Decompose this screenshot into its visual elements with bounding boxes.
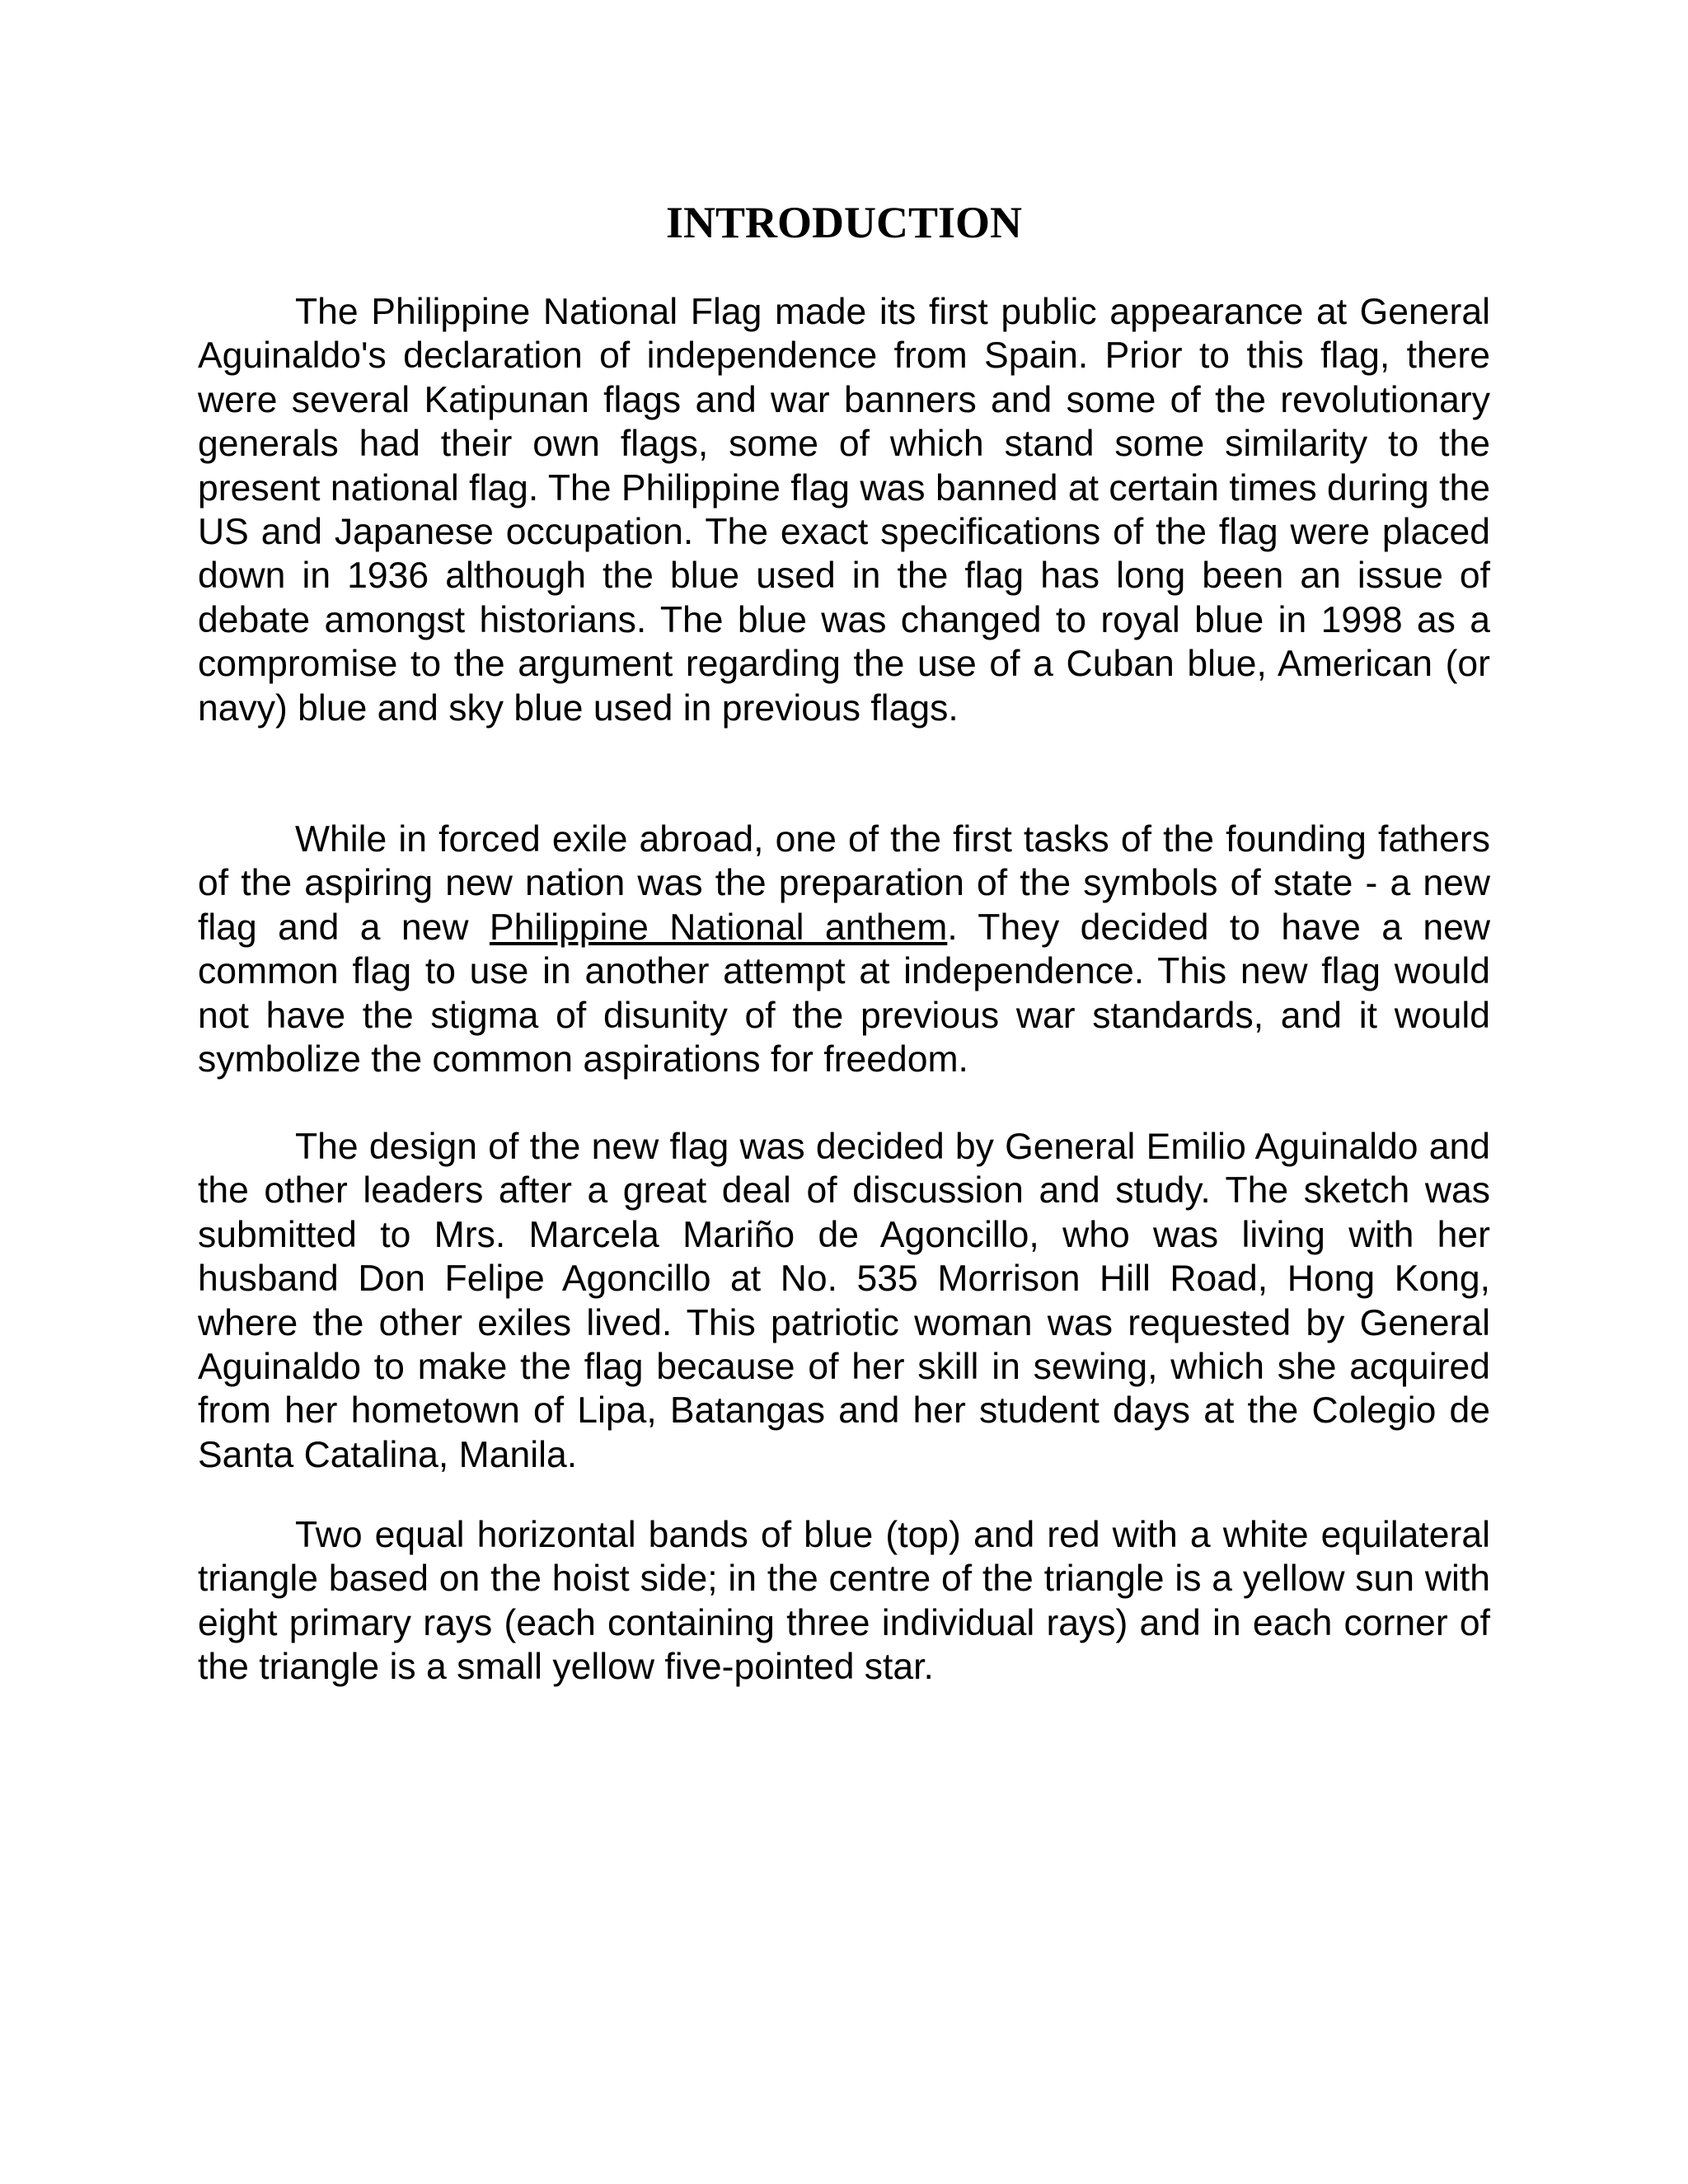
paragraph-4-text: Two equal horizontal bands of blue (top) and red with a white equilateral triangle based on the hoist side; in the centre of the triangle is a yellow sun with eight primary rays (each containing three individual rays) and in each corner of the triangle is a small yellow five-pointed star. [198, 1515, 1490, 1688]
paragraph-2-text-start: While in forced exile abroad, one of the first tasks of the founding fathers of the aspiring new nation was the preparation of the symbols of state - a new flag and a new [198, 819, 1490, 948]
paragraph-3 [198, 1125, 1490, 1477]
page-title: INTRODUCTION [665, 198, 1023, 247]
philippine-national-anthem-link[interactable]: Philippine National anthem [489, 907, 948, 948]
paragraph-2-text-end: . They decided to have a new common flag to use in another attempt at independence. This new flag would not have the stigma of disunity of the previous war standards, and it would symbolize the common aspirations for freedom. [198, 907, 1490, 1080]
paragraph-2 [198, 818, 1490, 1081]
paragraph-1 [198, 290, 1490, 730]
paragraph-4 [198, 1513, 1490, 1690]
paragraph-3-text: The design of the new flag was decided by General Emilio Aguinaldo and the other leaders after a great deal of discussion and study. The sketch was submitted to Mrs. Marcela Mariño de Agoncillo, who was living with her husband Don Felipe Agoncillo at No. 535 Morrison Hill Road, Hong Kong, where the other exiles lived. This patriotic woman was requested by General Aguinaldo to make the flag because of her skill in sewing, which she acquired from her hometown of Lipa, Batangas and her student days at the Colegio de Santa Catalina, Manila. [198, 1127, 1490, 1475]
paragraph-1-text: The Philippine National Flag made its first public appearance at General Aguinaldo's declaration of independence from Spain. Prior to this flag, there were several Katipunan flags and war banners and some of the revolutionary generals had their own flags, some of which stand some similarity to the present national flag. The Philippine flag was banned at certain times during the US and Japanese occupation. The exact specifications of the flag were placed down in 1936 although the blue used in the flag has long been an issue of debate amongst historians. The blue was changed to royal blue in 1998 as a compromise to the argument regarding the use of a Cuban blue, American (or navy) blue and sky blue used in previous flags. [198, 292, 1490, 729]
